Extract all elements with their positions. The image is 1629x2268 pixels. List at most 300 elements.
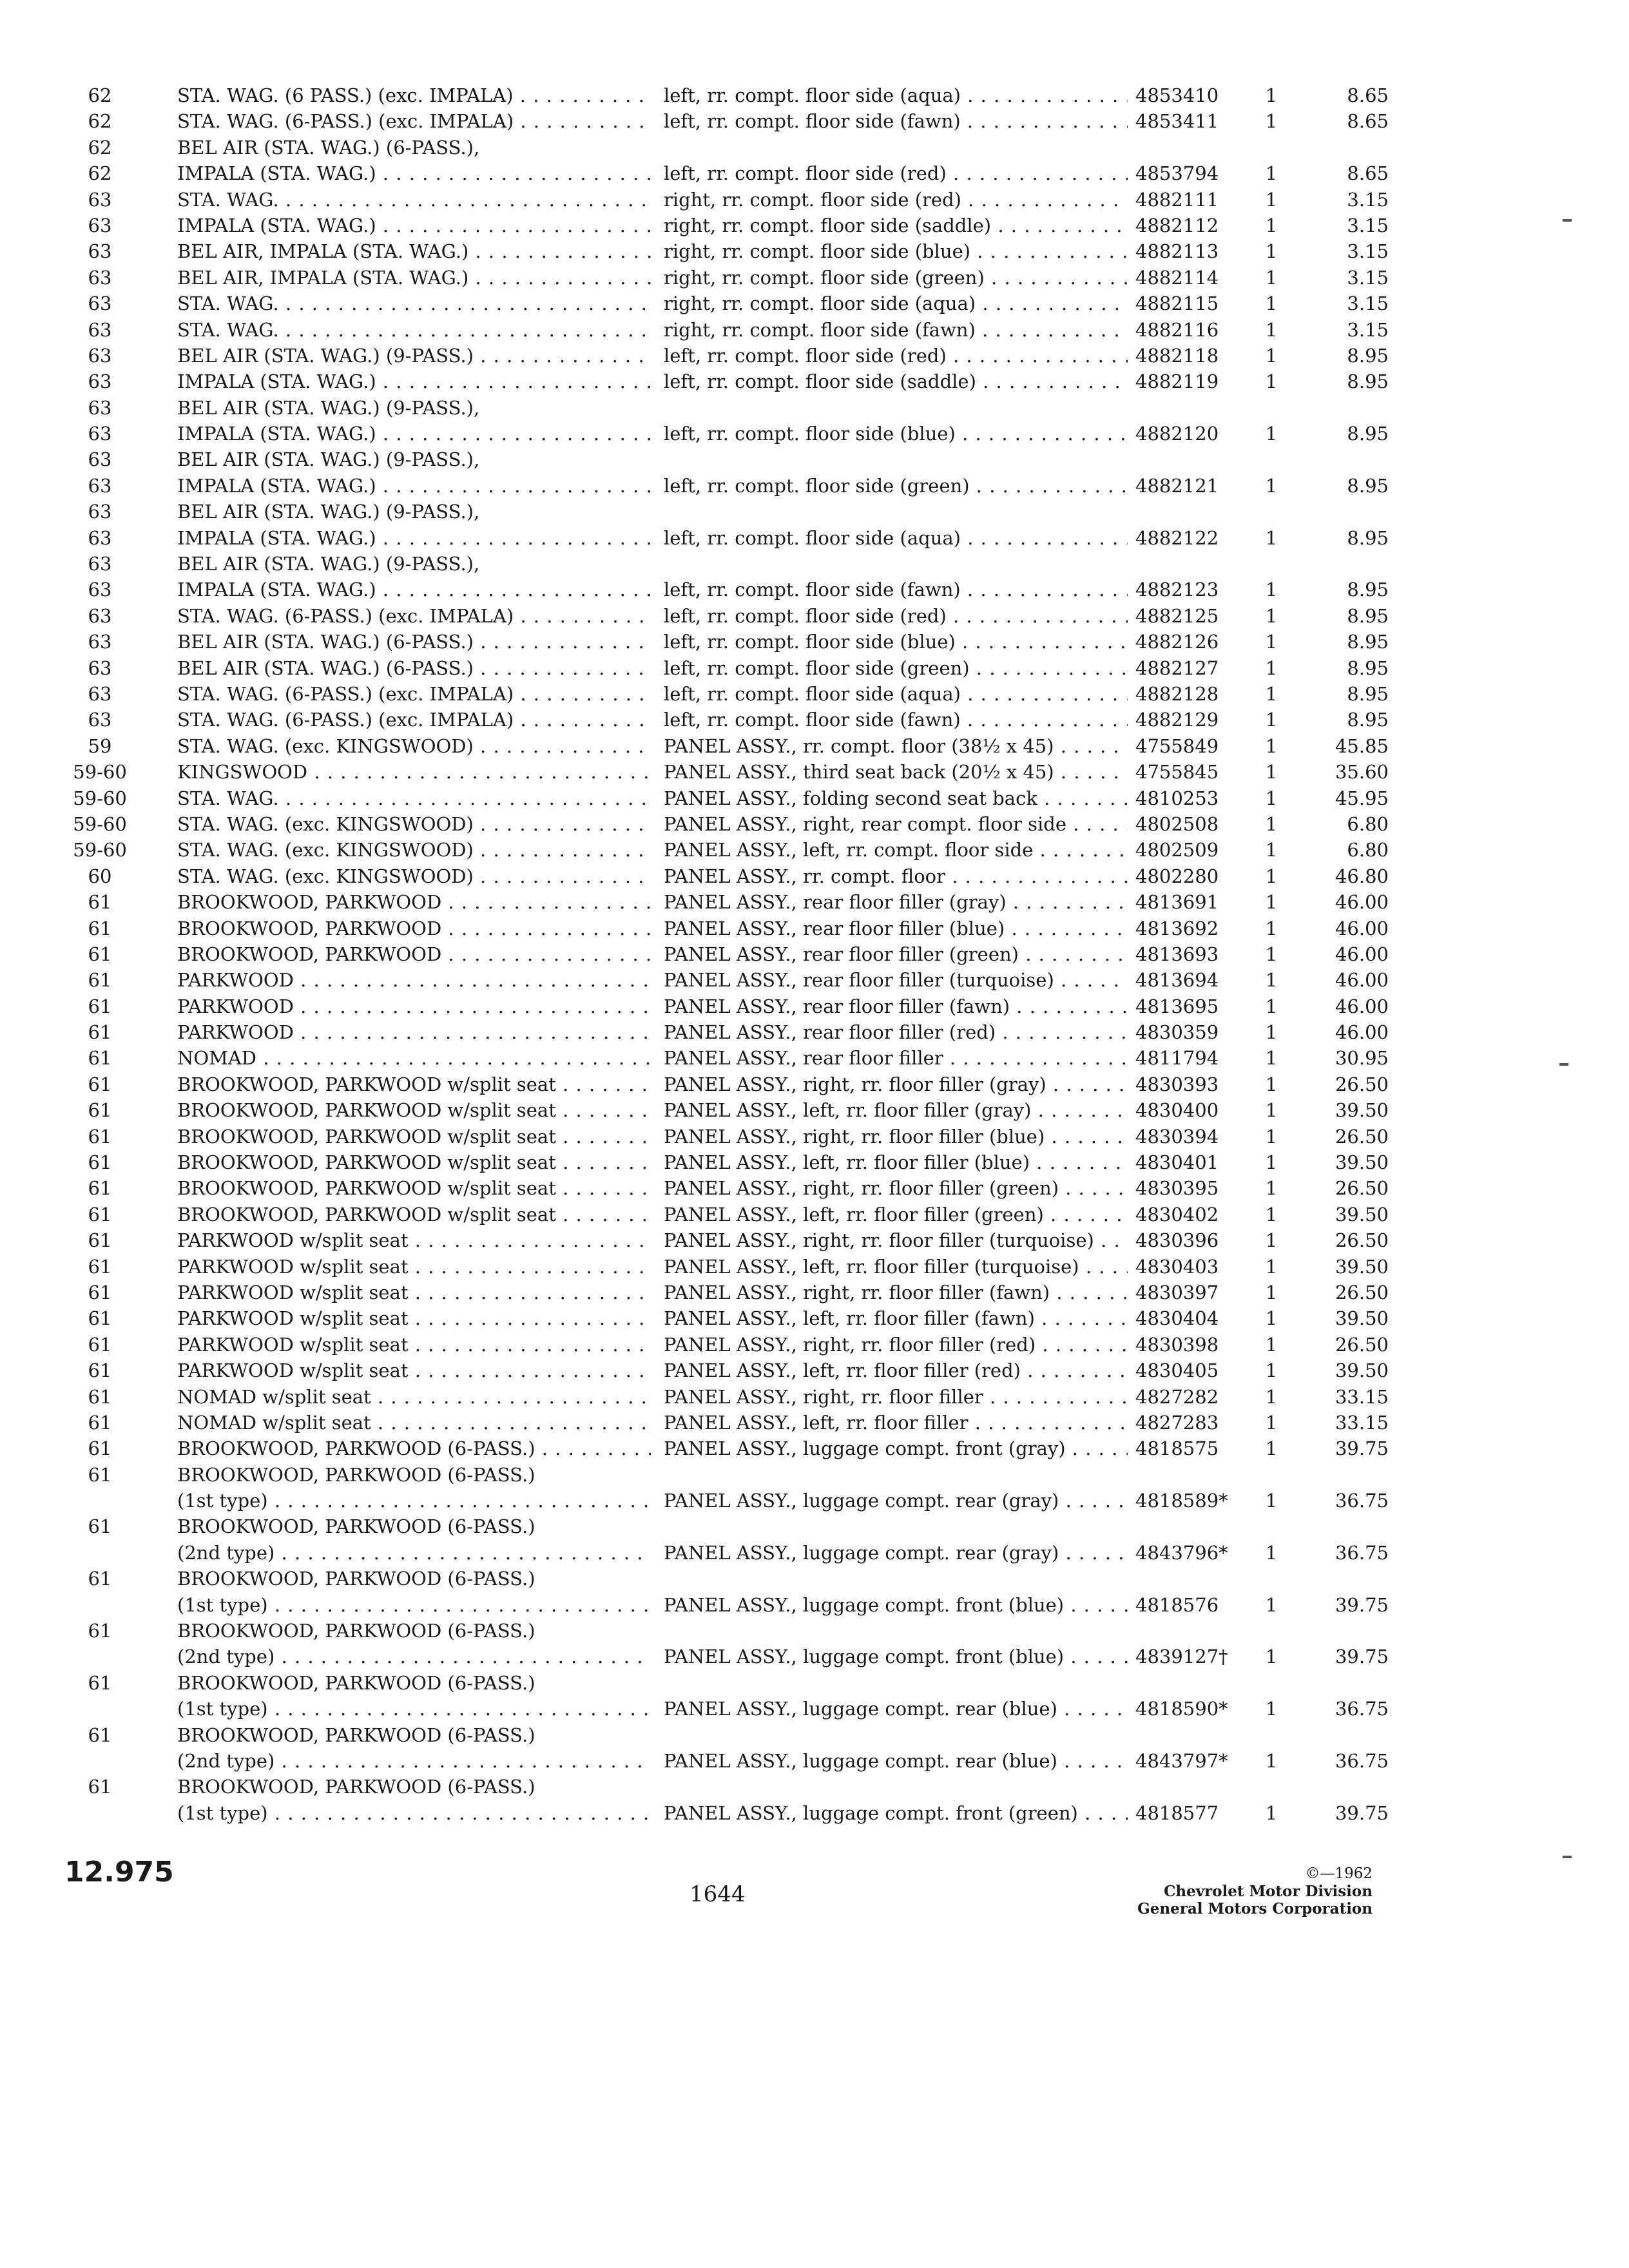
model-name: BROOKWOOD, PARKWOOD . . . bbox=[177, 889, 651, 915]
part-number: 4882112 bbox=[1135, 214, 1219, 236]
model-year: 63 bbox=[88, 526, 112, 549]
quantity: 1 bbox=[1265, 1750, 1278, 1772]
model-name: BROOKWOOD, PARKWOOD w/split seat . . . bbox=[177, 1097, 651, 1123]
model-year: 61 bbox=[88, 1776, 112, 1798]
part-number: 4882111 bbox=[1135, 188, 1219, 211]
table-row bbox=[64, 916, 1392, 941]
model-year: 62 bbox=[88, 110, 112, 133]
model-year: 59-60 bbox=[73, 787, 127, 809]
quantity: 1 bbox=[1265, 162, 1278, 185]
part-description: PANEL ASSY., left, rr. floor filler (gray) . . . bbox=[664, 1097, 1128, 1123]
price: 8.95 bbox=[1347, 657, 1389, 679]
quantity: 1 bbox=[1265, 787, 1278, 809]
model-name: (1st type) . . . bbox=[177, 1592, 651, 1618]
part-number: 4830394 bbox=[1135, 1125, 1219, 1148]
model-year: 63 bbox=[88, 474, 112, 497]
model-name: BROOKWOOD, PARKWOOD w/split seat . . . bbox=[177, 1124, 651, 1149]
part-number: 4818575 bbox=[1135, 1437, 1219, 1460]
price: 26.50 bbox=[1335, 1177, 1389, 1200]
quantity: 1 bbox=[1265, 110, 1278, 133]
model-name: STA. WAG. (exc. KINGSWOOD) . . . bbox=[177, 811, 651, 837]
model-name: PARKWOOD w/split seat . . . bbox=[177, 1254, 651, 1280]
part-number: 4882126 bbox=[1135, 631, 1219, 653]
model-year: 63 bbox=[88, 423, 112, 445]
part-description: left, rr. compt. floor side (green) . . . bbox=[664, 473, 1128, 499]
part-description: PANEL ASSY., left, rr. floor filler (blue) . . . bbox=[664, 1149, 1128, 1175]
quantity: 1 bbox=[1265, 1229, 1278, 1252]
model-year: 63 bbox=[88, 682, 112, 705]
section-number: 12.975 bbox=[64, 1856, 174, 1888]
price: 36.75 bbox=[1335, 1541, 1389, 1564]
model-name: STA. WAG. (exc. KINGSWOOD) . . . bbox=[177, 863, 651, 889]
quantity: 1 bbox=[1265, 1203, 1278, 1225]
price: 45.95 bbox=[1335, 787, 1389, 809]
part-number: 4813694 bbox=[1135, 969, 1219, 992]
part-number: 4830403 bbox=[1135, 1255, 1219, 1278]
quantity: 1 bbox=[1265, 995, 1278, 1017]
model-name: BROOKWOOD, PARKWOOD (6-PASS.) bbox=[177, 1515, 535, 1538]
part-description: PANEL ASSY., rear floor filler (gray) . . . bbox=[664, 889, 1128, 915]
table-row bbox=[64, 1514, 1392, 1539]
part-number: 4882128 bbox=[1135, 682, 1219, 705]
part-description: PANEL ASSY., luggage compt. front (blue) . . . bbox=[664, 1644, 1128, 1669]
model-name: (2nd type) . . . bbox=[177, 1748, 651, 1774]
model-name: IMPALA (STA. WAG.) . . . bbox=[177, 213, 651, 238]
table-row bbox=[64, 499, 1392, 524]
price: 33.15 bbox=[1335, 1385, 1389, 1408]
model-name: BEL AIR (STA. WAG.) (9-PASS.), bbox=[177, 396, 480, 419]
quantity: 1 bbox=[1265, 1411, 1278, 1434]
table-row bbox=[64, 187, 1392, 213]
table-row bbox=[64, 1384, 1392, 1410]
price: 46.80 bbox=[1335, 865, 1389, 887]
part-description: PANEL ASSY., luggage compt. rear (gray) . . . bbox=[664, 1488, 1128, 1514]
table-row bbox=[64, 1097, 1392, 1123]
table-row bbox=[64, 1722, 1392, 1748]
price: 39.75 bbox=[1335, 1646, 1389, 1668]
quantity: 1 bbox=[1265, 1177, 1278, 1200]
part-number: 4830402 bbox=[1135, 1203, 1219, 1225]
model-name: STA. WAG. (6-PASS.) (exc. IMPALA) . . . bbox=[177, 603, 651, 629]
price: 45.85 bbox=[1335, 735, 1389, 757]
model-year: 61 bbox=[88, 1073, 112, 1095]
model-year: 59 bbox=[88, 735, 112, 757]
table-row bbox=[64, 1072, 1392, 1097]
model-year: 61 bbox=[88, 1307, 112, 1330]
price: 39.50 bbox=[1335, 1151, 1389, 1174]
model-name: BEL AIR (STA. WAG.) (9-PASS.), bbox=[177, 553, 480, 575]
part-number: 4830396 bbox=[1135, 1229, 1219, 1252]
price: 39.50 bbox=[1335, 1307, 1389, 1330]
part-description: left, rr. compt. floor side (saddle) . . . bbox=[664, 369, 1128, 394]
price: 3.15 bbox=[1347, 214, 1389, 236]
quantity: 1 bbox=[1265, 84, 1278, 106]
model-name: PARKWOOD w/split seat . . . bbox=[177, 1305, 651, 1331]
model-name: (2nd type) . . . bbox=[177, 1540, 651, 1566]
part-description: left, rr. compt. floor side (fawn) . . . bbox=[664, 577, 1128, 602]
table-row bbox=[64, 1280, 1392, 1305]
model-name: STA. WAG. (exc. KINGSWOOD) . . . bbox=[177, 733, 651, 759]
part-description: left, rr. compt. floor side (blue) . . . bbox=[664, 421, 1128, 447]
part-description: PANEL ASSY., left, rr. floor filler (green) . . . bbox=[664, 1202, 1128, 1227]
price: 46.00 bbox=[1335, 1021, 1389, 1044]
model-name: PARKWOOD . . . bbox=[177, 994, 651, 1019]
part-number: 4882123 bbox=[1135, 579, 1219, 601]
table-row bbox=[64, 629, 1392, 655]
part-description: PANEL ASSY., right, rr. floor filler (red) . . . bbox=[664, 1332, 1128, 1358]
part-description: PANEL ASSY., luggage compt. rear (gray) . . . bbox=[664, 1540, 1128, 1566]
price: 8.95 bbox=[1347, 370, 1389, 393]
table-row bbox=[64, 785, 1392, 811]
part-number: 4830400 bbox=[1135, 1099, 1219, 1122]
model-name: PARKWOOD . . . bbox=[177, 1019, 651, 1045]
model-year: 61 bbox=[88, 1047, 112, 1070]
part-number: 4818577 bbox=[1135, 1802, 1219, 1824]
part-number: 4882120 bbox=[1135, 423, 1219, 445]
model-year: 61 bbox=[88, 1411, 112, 1434]
quantity: 1 bbox=[1265, 1073, 1278, 1095]
quantity: 1 bbox=[1265, 266, 1278, 289]
model-name: IMPALA (STA. WAG.) . . . bbox=[177, 525, 651, 551]
quantity: 1 bbox=[1265, 293, 1278, 315]
model-year: 59-60 bbox=[73, 761, 127, 783]
part-number: 4839127† bbox=[1135, 1646, 1228, 1668]
part-description: PANEL ASSY., right, rear compt. floor side . . . bbox=[664, 811, 1128, 837]
corporation-name: General Motors Corporation bbox=[1137, 1900, 1373, 1917]
model-year: 61 bbox=[88, 1255, 112, 1278]
division-name: Chevrolet Motor Division bbox=[1164, 1883, 1373, 1900]
part-number: 4827282 bbox=[1135, 1385, 1219, 1408]
part-number: 4853410 bbox=[1135, 84, 1219, 106]
part-number: 4882129 bbox=[1135, 709, 1219, 731]
model-name: BROOKWOOD, PARKWOOD (6-PASS.) . . . bbox=[177, 1436, 651, 1461]
table-row bbox=[64, 1019, 1392, 1045]
model-year: 63 bbox=[88, 579, 112, 601]
price: 8.65 bbox=[1347, 110, 1389, 133]
model-name: PARKWOOD . . . bbox=[177, 967, 651, 993]
part-number: 4827283 bbox=[1135, 1411, 1219, 1434]
part-number: 4755849 bbox=[1135, 735, 1219, 757]
model-year: 63 bbox=[88, 709, 112, 731]
part-description: right, rr. compt. floor side (blue) . . . bbox=[664, 238, 1128, 264]
table-row bbox=[64, 889, 1392, 915]
part-description: PANEL ASSY., third seat back (20½ x 45) . . . bbox=[664, 759, 1128, 785]
part-number: 4853794 bbox=[1135, 162, 1219, 185]
price: 46.00 bbox=[1335, 943, 1389, 965]
part-description: PANEL ASSY., left, rr. compt. floor side . . . bbox=[664, 837, 1128, 863]
table-row bbox=[64, 447, 1392, 472]
price: 39.75 bbox=[1335, 1802, 1389, 1824]
quantity: 1 bbox=[1265, 344, 1278, 367]
part-description: PANEL ASSY., luggage compt. front (blue) . . . bbox=[664, 1592, 1128, 1618]
part-description: left, rr. compt. floor side (aqua) . . . bbox=[664, 681, 1128, 707]
part-number: 4882113 bbox=[1135, 240, 1219, 263]
model-name: PARKWOOD w/split seat . . . bbox=[177, 1227, 651, 1253]
table-row bbox=[64, 473, 1392, 499]
part-description: right, rr. compt. floor side (aqua) . . . bbox=[664, 291, 1128, 316]
table-row bbox=[64, 317, 1392, 343]
model-name: BROOKWOOD, PARKWOOD (6-PASS.) bbox=[177, 1568, 535, 1590]
price: 36.75 bbox=[1335, 1750, 1389, 1772]
price: 8.95 bbox=[1347, 526, 1389, 549]
table-row bbox=[64, 837, 1392, 863]
part-description: PANEL ASSY., left, rr. floor filler (fawn) . . . bbox=[664, 1305, 1128, 1331]
part-number: 4882122 bbox=[1135, 526, 1219, 549]
table-row bbox=[64, 1696, 1392, 1722]
part-number: 4802509 bbox=[1135, 839, 1219, 861]
table-row bbox=[64, 108, 1392, 134]
part-description: left, rr. compt. floor side (blue) . . . bbox=[664, 629, 1128, 655]
quantity: 1 bbox=[1265, 917, 1278, 939]
quantity: 1 bbox=[1265, 1281, 1278, 1303]
part-description: PANEL ASSY., rear floor filler (blue) . . . bbox=[664, 916, 1128, 941]
table-row bbox=[64, 1436, 1392, 1461]
part-description: right, rr. compt. floor side (red) . . . bbox=[664, 187, 1128, 213]
model-year: 61 bbox=[88, 1151, 112, 1174]
part-description: left, rr. compt. floor side (aqua) . . . bbox=[664, 525, 1128, 551]
part-description: right, rr. compt. floor side (fawn) . . . bbox=[664, 317, 1128, 343]
model-year: 61 bbox=[88, 1724, 112, 1746]
model-year: 63 bbox=[88, 266, 112, 289]
model-name: (1st type) . . . bbox=[177, 1488, 651, 1514]
scan-mark bbox=[1559, 1063, 1568, 1066]
part-number: 4813693 bbox=[1135, 943, 1219, 965]
price: 3.15 bbox=[1347, 318, 1389, 341]
table-row bbox=[64, 1332, 1392, 1358]
table-row bbox=[64, 1566, 1392, 1591]
table-row bbox=[64, 1670, 1392, 1696]
model-name: STA. WAG. (6 PASS.) (exc. IMPALA) . . . bbox=[177, 82, 651, 108]
part-description: left, rr. compt. floor side (red) . . . bbox=[664, 603, 1128, 629]
model-name: STA. WAG. (6-PASS.) (exc. IMPALA) . . . bbox=[177, 707, 651, 733]
quantity: 1 bbox=[1265, 1646, 1278, 1668]
parts-table bbox=[64, 82, 1392, 1826]
part-number: 4810253 bbox=[1135, 787, 1219, 809]
table-row bbox=[64, 1540, 1392, 1566]
model-name: BEL AIR (STA. WAG.) (6-PASS.), bbox=[177, 136, 480, 159]
quantity: 1 bbox=[1265, 1021, 1278, 1044]
quantity: 1 bbox=[1265, 1333, 1278, 1356]
model-name: IMPALA (STA. WAG.) . . . bbox=[177, 577, 651, 602]
model-name: (1st type) . . . bbox=[177, 1696, 651, 1722]
model-name: BEL AIR (STA. WAG.) (9-PASS.), bbox=[177, 448, 480, 471]
model-year: 63 bbox=[88, 188, 112, 211]
part-number: 4813692 bbox=[1135, 917, 1219, 939]
part-number: 4830395 bbox=[1135, 1177, 1219, 1200]
model-name: BEL AIR (STA. WAG.) (9-PASS.) . . . bbox=[177, 343, 651, 369]
price: 26.50 bbox=[1335, 1125, 1389, 1148]
table-row bbox=[64, 577, 1392, 602]
part-description: PANEL ASSY., right, rr. floor filler . . . bbox=[664, 1384, 1128, 1410]
part-description: left, rr. compt. floor side (red) . . . bbox=[664, 160, 1128, 186]
table-row bbox=[64, 238, 1392, 264]
part-number: 4882115 bbox=[1135, 293, 1219, 315]
price: 3.15 bbox=[1347, 293, 1389, 315]
part-number: 4843796* bbox=[1135, 1541, 1228, 1564]
price: 36.75 bbox=[1335, 1490, 1389, 1512]
part-number: 4818576 bbox=[1135, 1593, 1219, 1616]
model-name: BROOKWOOD, PARKWOOD . . . bbox=[177, 916, 651, 941]
table-row bbox=[64, 265, 1392, 291]
part-description: PANEL ASSY., right, rr. floor filler (fawn) . . . bbox=[664, 1280, 1128, 1305]
part-number: 4853411 bbox=[1135, 110, 1219, 133]
model-year: 61 bbox=[88, 1568, 112, 1590]
price: 39.75 bbox=[1335, 1437, 1389, 1460]
part-number: 4830393 bbox=[1135, 1073, 1219, 1095]
quantity: 1 bbox=[1265, 1802, 1278, 1824]
model-year: 61 bbox=[88, 1125, 112, 1148]
table-row bbox=[64, 707, 1392, 733]
part-number: 4830405 bbox=[1135, 1360, 1219, 1382]
model-year: 63 bbox=[88, 657, 112, 679]
price: 30.95 bbox=[1335, 1047, 1389, 1070]
table-row bbox=[64, 863, 1392, 889]
model-year: 63 bbox=[88, 214, 112, 236]
quantity: 1 bbox=[1265, 891, 1278, 914]
price: 46.00 bbox=[1335, 995, 1389, 1017]
model-year: 63 bbox=[88, 396, 112, 419]
table-row bbox=[64, 343, 1392, 369]
quantity: 1 bbox=[1265, 423, 1278, 445]
part-number: 4843797* bbox=[1135, 1750, 1228, 1772]
model-year: 61 bbox=[88, 1229, 112, 1252]
model-name: IMPALA (STA. WAG.) . . . bbox=[177, 160, 651, 186]
quantity: 1 bbox=[1265, 370, 1278, 393]
part-description: PANEL ASSY., left, rr. floor filler (turquoise) . . . bbox=[664, 1254, 1128, 1280]
part-number: 4882116 bbox=[1135, 318, 1219, 341]
table-row bbox=[64, 1124, 1392, 1149]
price: 39.75 bbox=[1335, 1593, 1389, 1616]
table-row bbox=[64, 1149, 1392, 1175]
model-year: 63 bbox=[88, 344, 112, 367]
model-name: BEL AIR (STA. WAG.) (6-PASS.) . . . bbox=[177, 655, 651, 681]
table-row bbox=[64, 1462, 1392, 1488]
table-row bbox=[64, 1358, 1392, 1383]
part-description: PANEL ASSY., right, rr. floor filler (gray) . . . bbox=[664, 1072, 1128, 1097]
quantity: 1 bbox=[1265, 1255, 1278, 1278]
price: 8.95 bbox=[1347, 474, 1389, 497]
table-row bbox=[64, 82, 1392, 108]
part-number: 4818590* bbox=[1135, 1698, 1228, 1720]
model-name: IMPALA (STA. WAG.) . . . bbox=[177, 421, 651, 447]
part-number: 4802280 bbox=[1135, 865, 1219, 887]
part-description: PANEL ASSY., rear floor filler (fawn) . . . bbox=[664, 994, 1128, 1019]
part-description: PANEL ASSY., folding second seat back . . . bbox=[664, 785, 1128, 811]
model-year: 61 bbox=[88, 1671, 112, 1694]
part-number: 4882118 bbox=[1135, 344, 1219, 367]
part-description: right, rr. compt. floor side (saddle) . . . bbox=[664, 213, 1128, 238]
table-row bbox=[64, 967, 1392, 993]
model-year: 62 bbox=[88, 84, 112, 106]
table-row bbox=[64, 1045, 1392, 1071]
price: 26.50 bbox=[1335, 1281, 1389, 1303]
price: 26.50 bbox=[1335, 1333, 1389, 1356]
quantity: 1 bbox=[1265, 735, 1278, 757]
model-year: 62 bbox=[88, 136, 112, 159]
model-name: IMPALA (STA. WAG.) . . . bbox=[177, 473, 651, 499]
price: 39.50 bbox=[1335, 1255, 1389, 1278]
model-name: BROOKWOOD, PARKWOOD w/split seat . . . bbox=[177, 1175, 651, 1201]
model-year: 63 bbox=[88, 631, 112, 653]
model-name: STA. WAG. (exc. KINGSWOOD) . . . bbox=[177, 837, 651, 863]
price: 8.65 bbox=[1347, 84, 1389, 106]
quantity: 1 bbox=[1265, 1099, 1278, 1122]
part-description: PANEL ASSY., rr. compt. floor . . . bbox=[664, 863, 1128, 889]
model-year: 61 bbox=[88, 969, 112, 992]
model-year: 60 bbox=[88, 865, 112, 887]
model-year: 61 bbox=[88, 1099, 112, 1122]
model-year: 62 bbox=[88, 162, 112, 185]
model-year: 61 bbox=[88, 1021, 112, 1044]
model-year: 61 bbox=[88, 1385, 112, 1408]
price: 6.80 bbox=[1347, 839, 1389, 861]
table-row bbox=[64, 733, 1392, 759]
part-description: PANEL ASSY., right, rr. floor filler (green) . . . bbox=[664, 1175, 1128, 1201]
model-name: BROOKWOOD, PARKWOOD (6-PASS.) bbox=[177, 1620, 535, 1642]
table-row bbox=[64, 551, 1392, 577]
model-name: BROOKWOOD, PARKWOOD (6-PASS.) bbox=[177, 1724, 535, 1746]
part-number: 4818589* bbox=[1135, 1490, 1228, 1512]
part-description: left, rr. compt. floor side (aqua) . . . bbox=[664, 82, 1128, 108]
price: 39.50 bbox=[1335, 1360, 1389, 1382]
model-year: 63 bbox=[88, 604, 112, 627]
table-row bbox=[64, 213, 1392, 238]
quantity: 1 bbox=[1265, 214, 1278, 236]
table-row bbox=[64, 1748, 1392, 1774]
part-number: 4830397 bbox=[1135, 1281, 1219, 1303]
model-name: BROOKWOOD, PARKWOOD (6-PASS.) bbox=[177, 1776, 535, 1798]
part-description: PANEL ASSY., rear floor filler . . . bbox=[664, 1045, 1128, 1071]
model-name: BEL AIR (STA. WAG.) (9-PASS.), bbox=[177, 501, 480, 523]
price: 26.50 bbox=[1335, 1229, 1389, 1252]
part-description: left, rr. compt. floor side (fawn) . . . bbox=[664, 108, 1128, 134]
model-year: 63 bbox=[88, 318, 112, 341]
table-row bbox=[64, 1488, 1392, 1514]
quantity: 1 bbox=[1265, 1541, 1278, 1564]
model-year: 61 bbox=[88, 1620, 112, 1642]
part-description: PANEL ASSY., left, rr. floor filler . . . bbox=[664, 1410, 1128, 1436]
price: 39.50 bbox=[1335, 1203, 1389, 1225]
copyright-year: ©—1962 bbox=[1305, 1865, 1373, 1882]
table-row bbox=[64, 160, 1392, 186]
part-description: PANEL ASSY., right, rr. floor filler (blue) . . . bbox=[664, 1124, 1128, 1149]
price: 3.15 bbox=[1347, 240, 1389, 263]
model-name: BROOKWOOD, PARKWOOD (6-PASS.) bbox=[177, 1463, 535, 1486]
price: 46.00 bbox=[1335, 917, 1389, 939]
part-description: PANEL ASSY., luggage compt. rear (blue) . . . bbox=[664, 1696, 1128, 1722]
model-name: PARKWOOD w/split seat . . . bbox=[177, 1280, 651, 1305]
table-row bbox=[64, 1592, 1392, 1618]
quantity: 1 bbox=[1265, 865, 1278, 887]
part-description: PANEL ASSY., rr. compt. floor (38½ x 45) . . . bbox=[664, 733, 1128, 759]
model-year: 61 bbox=[88, 1333, 112, 1356]
model-name: STA. WAG. . . . bbox=[177, 291, 651, 316]
part-number: 4882119 bbox=[1135, 370, 1219, 393]
quantity: 1 bbox=[1265, 1125, 1278, 1148]
model-name: BROOKWOOD, PARKWOOD w/split seat . . . bbox=[177, 1072, 651, 1097]
part-number: 4755845 bbox=[1135, 761, 1219, 783]
quantity: 1 bbox=[1265, 240, 1278, 263]
part-number: 4830398 bbox=[1135, 1333, 1219, 1356]
model-name: BROOKWOOD, PARKWOOD (6-PASS.) bbox=[177, 1671, 535, 1694]
model-year: 59-60 bbox=[73, 839, 127, 861]
quantity: 1 bbox=[1265, 318, 1278, 341]
quantity: 1 bbox=[1265, 812, 1278, 835]
part-description: left, rr. compt. floor side (fawn) . . . bbox=[664, 707, 1128, 733]
part-description: left, rr. compt. floor side (green) . . . bbox=[664, 655, 1128, 681]
price: 8.95 bbox=[1347, 344, 1389, 367]
table-row bbox=[64, 1774, 1392, 1800]
